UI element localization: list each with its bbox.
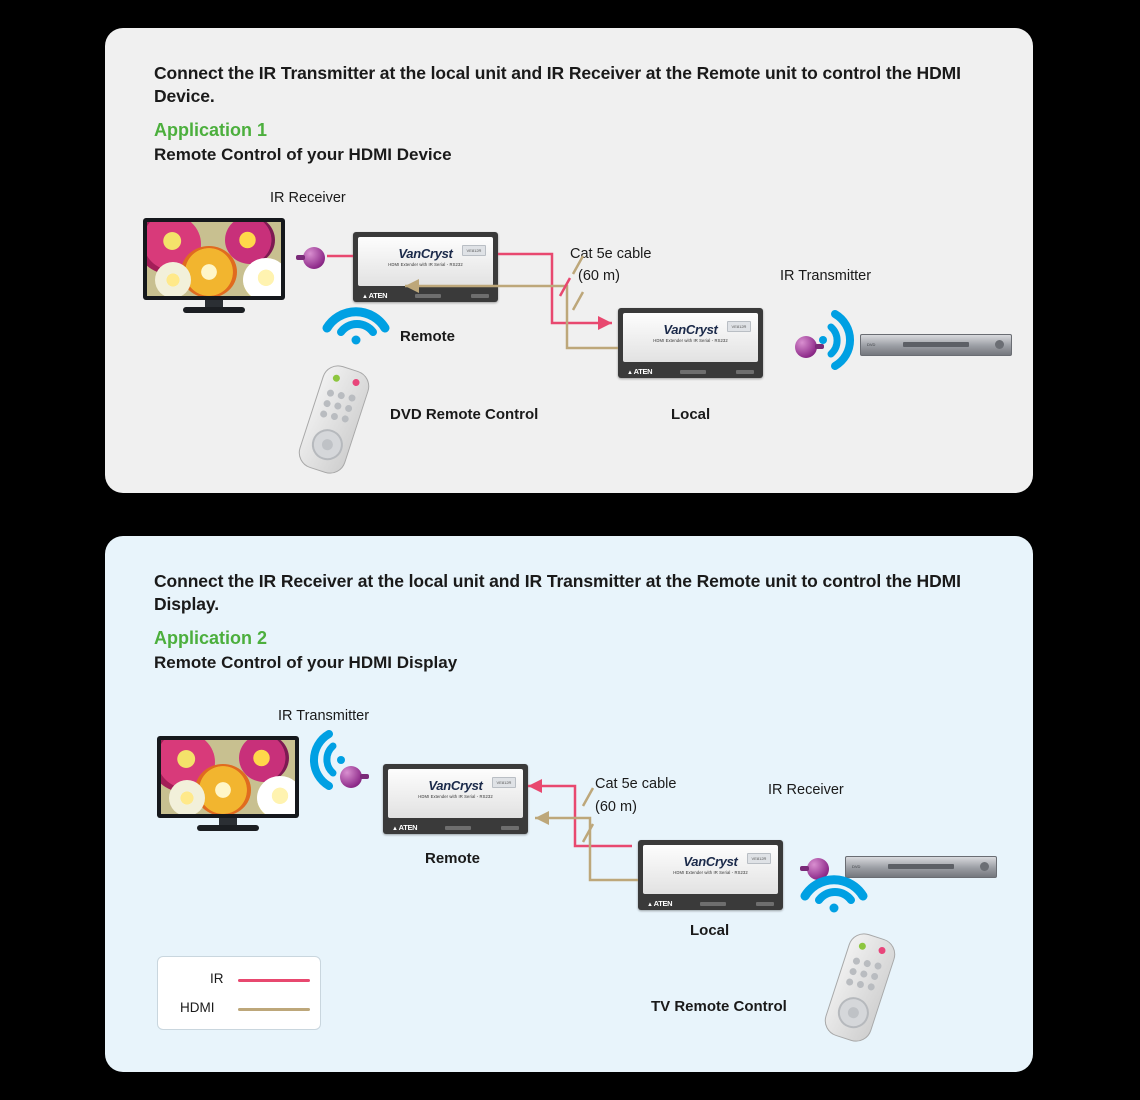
application-2-panel	[105, 536, 1033, 1072]
ir-wave-icon	[314, 734, 345, 786]
local-unit-label-1: Local	[671, 406, 711, 423]
connection-lines-2	[105, 536, 1033, 1072]
ir-wave-icon	[327, 312, 385, 345]
ir-receiver-label-1: IR Receiver	[270, 190, 346, 206]
connection-lines-1	[105, 28, 1033, 493]
intro-text-2: Connect the IR Receiver at the local unit and IR Transmitter at the Remote unit to control the HDMI Display.	[154, 571, 961, 615]
intro-text-1: Connect the IR Transmitter at the local unit and IR Receiver at the Remote unit to control the HDMI Device.	[154, 63, 961, 107]
device-tag-1: VE812R	[462, 245, 486, 256]
tv-remote-label-2: TV Remote Control	[651, 998, 787, 1015]
device-vendor-1: ▲ ATEN	[362, 291, 387, 300]
application-1-label: Application 1	[154, 120, 268, 140]
device-brand-2: VanCryst	[428, 777, 483, 793]
dvd-remote-label-1: DVD Remote Control	[390, 406, 539, 423]
ir-transmitter-label-2: IR Transmitter	[278, 708, 370, 724]
remote-unit-label-1: Remote	[400, 328, 456, 345]
ir-receiver-label-2: IR Receiver	[768, 782, 844, 798]
cat5e-cable-label-1b: (60 m)	[578, 268, 620, 284]
device-brand-1: VanCryst	[398, 245, 453, 261]
device-tag-2: VE812R	[492, 777, 516, 788]
ir-wave-icon	[805, 880, 863, 913]
application-2-subtitle: Remote Control of your HDMI Display	[154, 653, 458, 672]
ir-transmitter-label-1: IR Transmitter	[780, 268, 872, 284]
local-unit-label-2: Local	[690, 922, 730, 939]
device-brand-2-local: VanCryst	[683, 853, 738, 869]
player-text: DVD	[867, 342, 876, 347]
legend-label-ir: IR	[210, 971, 224, 986]
device-model-2-local: HDMI Extender with IR Serial - RS232	[673, 870, 748, 876]
device-brand-1-local: VanCryst	[663, 321, 718, 337]
device-vendor-2: ▲ ATEN	[392, 823, 417, 832]
cat5e-cable-label-2b: (60 m)	[595, 799, 637, 815]
remote-unit-label-2: Remote	[425, 850, 481, 867]
device-tag-1-local: VE812R	[727, 321, 751, 332]
device-model-2: HDMI Extender with IR Serial - RS232	[418, 794, 493, 800]
device-model-1: HDMI Extender with IR Serial - RS232	[388, 262, 463, 268]
application-2-label: Application 2	[154, 628, 268, 648]
cat5e-cable-label-2: Cat 5e cable	[595, 776, 677, 792]
device-vendor-1-local: ▲ ATEN	[627, 367, 652, 376]
ir-wave-icon	[819, 314, 850, 366]
player-text: DVD	[852, 864, 861, 869]
application-1-subtitle: Remote Control of your HDMI Device	[154, 145, 452, 164]
device-vendor-2-local: ▲ ATEN	[647, 899, 672, 908]
device-tag-2-local: VE812R	[747, 853, 771, 864]
device-model-1-local: HDMI Extender with IR Serial - RS232	[653, 338, 728, 344]
cat5e-cable-label-1: Cat 5e cable	[570, 246, 652, 262]
legend-label-hdmi: HDMI	[180, 1000, 215, 1015]
application-1-panel	[105, 28, 1033, 493]
